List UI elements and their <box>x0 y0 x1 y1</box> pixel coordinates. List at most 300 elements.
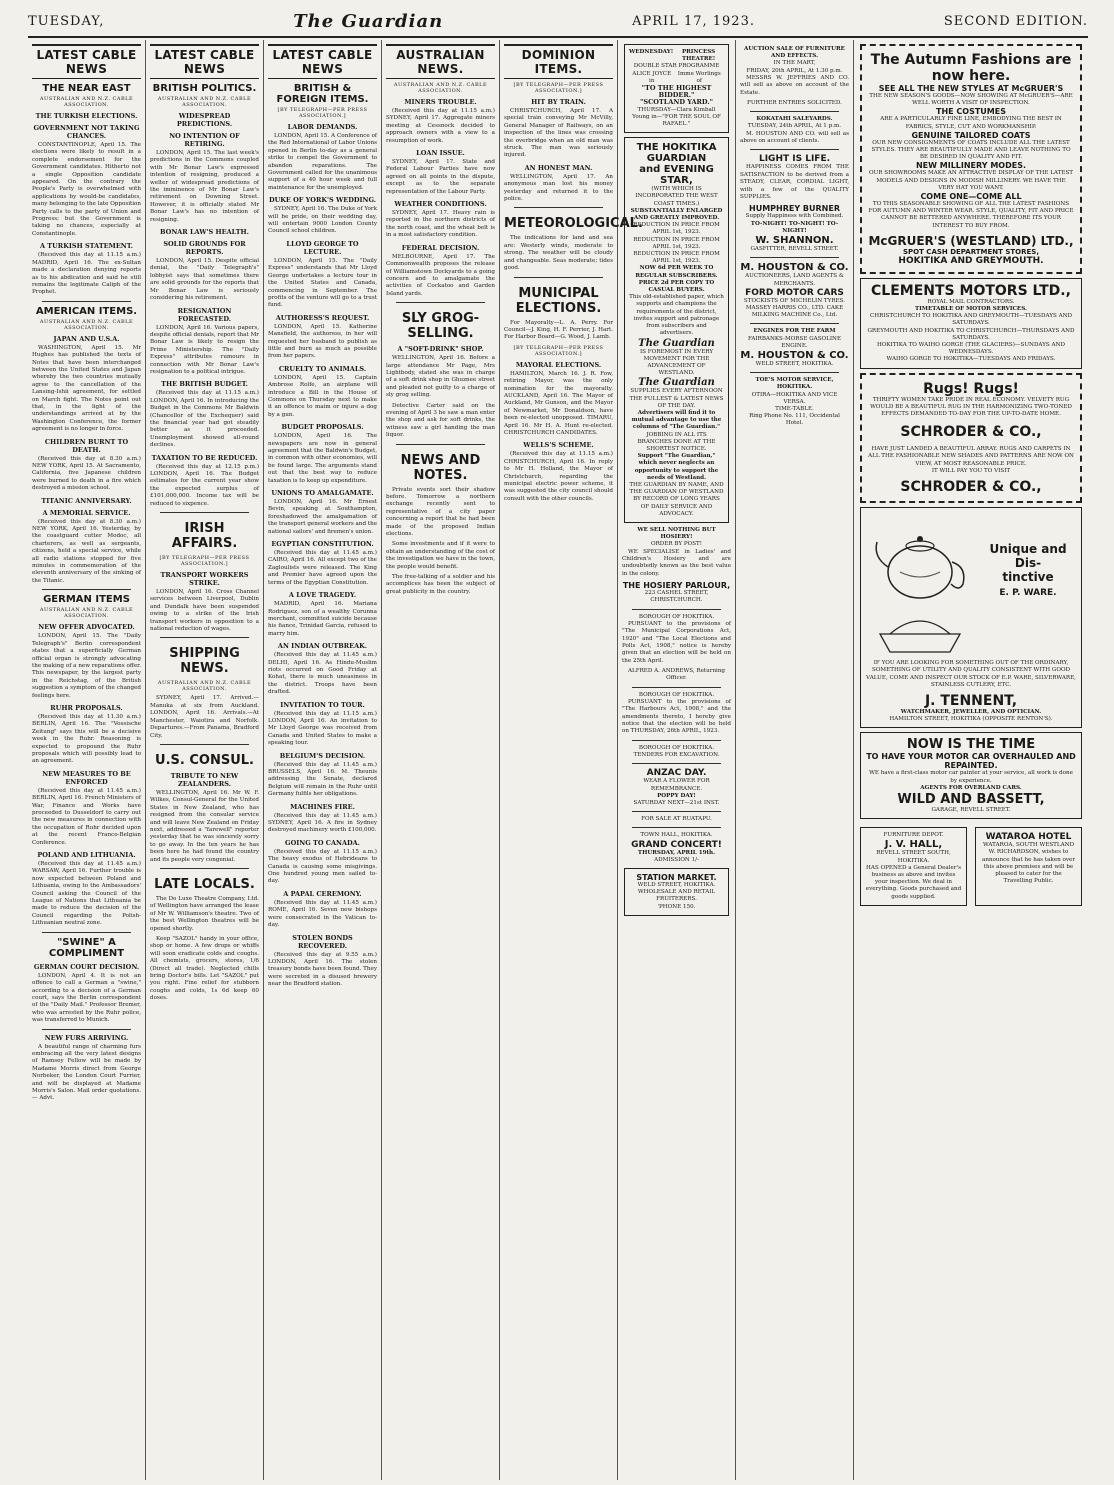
hosiery-sub: ORDER BY POST! <box>651 541 702 548</box>
autumn-body: THE NEW SEASON'S GOODS—NOW SHOWING AT McGRUER'S—ARE WELL WORTH A VISIT OF INSPECTION. <box>869 93 1073 107</box>
divider <box>632 827 721 828</box>
record-note: THE GUARDIAN BY NAME, AND THE GUARDIAN OF WESTLAND BY RECORD OF LONG YEARS OF DAILY SERVICE AND ADVOCACY. <box>629 481 724 517</box>
source-line: AUSTRALIAN AND N.Z. CABLE ASSOCIATION. <box>39 318 134 331</box>
advertiser-note: Advertisers will find it to mutual advantage to use the columns of "The Guardian." <box>631 409 722 431</box>
article-heading: TITANIC ANNIVERSARY. <box>41 496 132 505</box>
article-heading: MACHINES FIRE. <box>290 802 355 811</box>
article-body: (Received this day at 11.45 a.m.) BERLIN, April 16. French Ministers of War, Finance and Works have proceeded to Dusseldorf to carry out the new measures in connection with the occupation of Ruhr decided upon at the recent Franco-Belgian Conference. <box>32 787 141 846</box>
rugs-body: THRIFTY WOMEN TAKE PRIDE IN REAL ECONOMY. VELVETY RUG WOULD BE A BEAUTIFUL RUG IN THE HARMONIZING TWO-TONED EFFECTS DEMANDED TO-DAY FOR THE UP-TO-DATE HOME. <box>870 396 1072 418</box>
divider <box>42 589 131 590</box>
parlour-name: THE HOSIERY PARLOUR, <box>622 581 731 591</box>
divider <box>514 277 603 278</box>
article-body: LONDON, April 15. Captain Ambrose Rolfe, an airplane will introduce a Bill in the House of Commons on Thursday next to make it an offence to maim or injure a dog by a gun. <box>268 374 377 418</box>
article-heading: LOAN ISSUE. <box>416 149 465 158</box>
article-heading: STOLEN BONDS RECOVERED. <box>292 933 353 950</box>
notice-body: PURSUANT to the provisions of "The Municipal Corporations Act, 1920" and "The Local Elections and Polls Act, 1908," notice is hereby given that an election will be held on the 25th April. <box>622 620 731 664</box>
section-heading: IRISH AFFAIRS. <box>171 521 238 552</box>
article-body: LONDON, April 16. Cross Channel services between Liverpool, Dublin and Dundalk have been suspended owing to a strike of the Irish transport workers in opposition to a national reduction of wages. <box>150 589 259 633</box>
ware-ad <box>860 507 1082 728</box>
article-body: (Received this day at 11.45 a.m.) BRUSSELS, April 16. M. Theunis addressing the Senate, declared Belgium will remain in the Ruhr until Germany fulfils her obligations. <box>268 761 377 798</box>
auction-date: FRIDAY, 20th APRIL, At 1.30 p.m. <box>746 67 843 74</box>
article-heading: A PAPAL CEREMONY. <box>283 889 362 898</box>
column-8 <box>854 40 1088 1480</box>
section-heading: SLY GROG-SELLING. <box>401 311 480 342</box>
source-line: [BY TELEGRAPH—PER PRESS ASSOCIATION.] <box>159 555 250 568</box>
article-body: HAMILTON, March 16. J. R. Fow, retiring Mayor, was the only nomination for the mayoralty. AUCKLAND, April 16. The Mayor of Auckland, Mr Gunson, and the Mayor of Newmarket, Mr Donaldson, have been re-elected unopposed. TIMARU, April 16. Mr H. A. Hunt re-elected. CHRISTCHURCH CANDIDATES. <box>504 370 613 436</box>
tennent-address: HAMILTON STREET, HOKITIKA (OPPOSITE RENTON'S). <box>889 716 1053 723</box>
article-body: (Received this day at 9.55 a.m.) LONDON, April 16. The stolen treasury bonds have been found. They were secreted in a disused brewery near the Bradford station. <box>268 951 377 988</box>
rugs-body-2: HAVE JUST LANDED A BEAUTIFUL ARRAY. RUGS AND CARPETS IN ALL THE FASHIONABLE NEW SHADES AND PATTERNS ARE NOW ON VIEW, AT MOST REASONABLE PRICE. <box>868 446 1074 467</box>
concert-date: THURSDAY, APRIL 19th. <box>637 849 716 856</box>
article-body: SYDNEY, April 17. State and Federal Labour Parties have now agreed on all points in the dispute, except as to the separate representation of the Labour Party. <box>386 159 495 195</box>
article-body: LONDON, April 15. The last week's predictions in the Commons coupled with Mr Bonar Law's expressed intention of resigning, produced a welter of widespread predictions of the imminence of Mr Bonar Law's retirement on Downing Street. However, it is officially stated Mr Bonar Law's has no intention of resigning. <box>150 150 259 223</box>
forsale-heading: FOR SALE AT RUATAPU. <box>641 816 712 823</box>
source-line: AUSTRALIAN AND N.Z. CABLE ASSOCIATION. <box>157 680 252 693</box>
article-heading: A LOVE TRAGEDY. <box>288 591 357 600</box>
mcgruers-ad <box>860 44 1082 274</box>
article-body: MADRID, April 16. Mariana Rodriguez, son of a wealthy Corunna merchant, committed suicide because his fiance, Trinidad Garcia, refused to marry him. <box>268 601 377 637</box>
article-heading: DUKE OF YORK'S WEDDING. <box>268 196 377 205</box>
star-one: ALICE JOYCE in <box>632 70 672 84</box>
section-heading: U.S. CONSUL. <box>155 752 254 768</box>
article-body: LONDON, April 15. A Conference of the Red International of Labor Unions opened in Berlin to-day as a general strike to compel the Government to abandon reparations. The Government called for the unanimous support of a 40 hour week and full maintenance for the unemployed. <box>268 133 377 191</box>
thursday-programme: THURSDAY—Clara Kimball Young in—"FOR THE SOUL OF RAFAEL." <box>632 106 721 128</box>
divider <box>632 763 721 764</box>
section-heading: NEWS AND NOTES. <box>400 452 481 483</box>
article-heading: MINERS TROUBLE. <box>404 98 477 106</box>
article-body: (Received this day at 11.15 a.m.) MADRID, April 16. The ex-Sultan made a declaration denying reports as to his abdication and said he still remains the legitimate Caliph of the Prophet. <box>32 252 141 296</box>
column-heading: AUSTRALIAN NEWS. <box>386 44 495 79</box>
autumn-heading-2: now here. <box>931 68 1011 84</box>
houston-address: WELD STREET, HOKITIKA. <box>755 360 834 367</box>
article-heading: WIDESPREAD PREDICTIONS. <box>176 112 233 128</box>
column-7 <box>736 40 854 1480</box>
article-body: WELLINGTON, April 16. Mr W. F. Wilkes, Consul-General for the United States in New Zealand, who has resigned from the consular service and will leave New Zealand on Friday next, addressed a "farewell" reporter yesterday that he was sincerely sorry to go away. In the ten years he has been here he had found the country and its people very congenial. <box>150 789 259 863</box>
timetable-label: TIME-TABLE. <box>775 405 814 412</box>
article-body: LONDON, April 4. It is not an offence to call a German a "swine," according to a decision of a German court, says the Berlin correspondent of the "Daily Mail." Professor Bremer, who was arrested by the Ruhr police, was transferred to Munich. <box>32 972 141 1024</box>
article-subheading: GOVERNMENT NOT TAKING CHANCES. <box>33 124 140 140</box>
section-heading: LATE LOCALS. <box>154 876 255 892</box>
divider <box>160 868 249 869</box>
tenders-heading: TENDERS FOR EXCAVATION. <box>633 752 720 759</box>
article-body: (Received this day at 11.45 a.m.) CAIRO, April 16. All except two of the Zagloulists were released. The King and Premier have agreed upon the terms of the Egyptian Constitution. <box>268 550 377 586</box>
article-body: (Received this day at 11.15 a.m.) LONDON, April 16. An invitation to Mr Lloyd George was received from Canada and United States to make a speaking tour. <box>268 710 377 747</box>
column-heading: LATEST CABLE NEWS <box>150 44 259 79</box>
concert-heading: GRAND CONCERT! <box>631 839 722 850</box>
tennent-name: J. TENNENT, <box>924 692 1018 709</box>
station-ad <box>624 868 729 916</box>
column-5 <box>500 40 643 1480</box>
article-heading: NEW MEASURES TO BE ENFORCED <box>42 769 131 786</box>
article-heading: BONAR LAW'S HEALTH. <box>160 228 249 237</box>
tennent-sub: WATCHMAKER, JEWELLER, AND OPTICIAN. <box>900 708 1042 715</box>
saleyards-heading: KOKATAHI SALEYARDS. <box>756 116 833 123</box>
article-heading: BUDGET PROPOSALS. <box>281 423 364 432</box>
article-heading: THE BRITISH BUDGET. <box>161 380 248 389</box>
wild-name: WILD AND BASSETT, <box>897 791 1045 807</box>
ware-body: IF YOU ARE LOOKING FOR SOMETHING OUT OF THE ORDINARY, SOMETHING OF UTILITY AND QUALITY CONSISTENT WITH GOOD VALUE, COME AND INSPECT OUR STOCK OF E.P. WARE, SILVERWARE, STAINLESS CUTLERY, ETC. <box>866 660 1076 688</box>
agents-line: AGENTS FOR OVERLAND CARS. <box>920 784 1022 791</box>
article-heading: WELLS'S SCHEME. <box>523 441 594 450</box>
schroder-ad <box>860 373 1082 503</box>
phone-line: Ring Phone No. 111, Occidental Hotel. <box>749 413 840 427</box>
paper-name-2: and EVENING STAR, <box>639 164 714 187</box>
article-body: CONSTANTINOPLE, April 15. The elections were likely to result in a complete endorsement for the Government candidates. Hitherto not a single Opposition candidate appeared. On the contrary the People's Party is overwhelmed with applications by would-be candidates, many belonging to the late Opposition Party calls to the party of Union and Progress; but the Government is taking no chances, especially at Constantinople. <box>32 142 141 237</box>
ware-name: E. P. WARE. <box>999 588 1057 599</box>
article-body: (Received this day at 8.30 a.m.) NEW YORK, April 16. Yesterday, by the coastguard cutter Modoc, all charterers, as well as sergeants, citizens, held a special service, while all radio stations stopped for five minutes in commemoration of the eleventh anniversary of the sinking of the Titanic. <box>32 518 141 584</box>
engine-name: FAIRBANKS-MORSE GASOLINE ENGINE. <box>747 335 842 349</box>
route-line: WAIHO GORGE TO HOKITIKA—TUESDAYS AND FRIDAYS. <box>886 356 1056 363</box>
article-body: The free-talking of a soldier and his accomplices has been the subject of great publicity in the country. <box>386 574 495 595</box>
section-heading: BRITISH POLITICS. <box>152 83 257 94</box>
article-heading: GOING TO CANADA. <box>285 838 360 847</box>
auction-body: MESSRS W. JEFFRIES AND CO. will sell as above on account of the Estate. <box>740 74 849 96</box>
article-heading: CHILDREN BURNT TO DEATH. <box>44 437 129 454</box>
millinery-body: OUR SHOWROOMS MAKE AN ATTRACTIVE DISPLAY OF THE LATEST MODELS AND DESIGNS IN MODISH MILLINERY. WE HAVE THE VERY HAT YOU WANT. <box>868 170 1074 191</box>
article-body: SYDNEY, April 17. Arrived.—Manuka at six from Auckland. LONDON, April 16. Arrivals.—At Manchester, Waiotira and Norfolk. Departures.—From Panama, Bradford City. <box>150 695 259 739</box>
coats-heading: GENUINE TAILORED COATS <box>911 130 1031 140</box>
auction-heading: AUCTION SALE OF FURNITURE AND EFFECTS. <box>744 46 845 60</box>
article-heading: LABOR DEMANDS. <box>287 123 358 131</box>
article-heading: TRANSPORT WORKERS STRIKE. <box>160 571 249 588</box>
station-name: STATION MARKET. <box>636 872 717 882</box>
anzac-sub: WEAR A FLOWER FOR REMEMBRANCE. <box>643 778 710 792</box>
article-heading: JAPAN AND U.S.A. <box>53 334 120 343</box>
mcgruer-name: McGRUER'S (WESTLAND) LTD., <box>868 233 1074 248</box>
divider <box>160 512 249 513</box>
article-heading: A "SOFT-DRINK" SHOP. <box>397 345 484 354</box>
article-body: Keep "SAZOL" handy in your office, shop or home. A few drops or whiffs will soon eradicate colds and coughs. All chemists, grocers, stores, 1/6 (Direct all trade). Neglected chills bring Doctor's bills. Let "SAZOL" put you right. Fine relief for stubborn coughs and colds, 1s 6d keep 60 doses. <box>150 936 259 1002</box>
route-line: GREYMOUTH AND HOKITIKA TO CHRISTCHURCH—THURSDAYS AND SATURDAYS. <box>867 327 1075 341</box>
column-2 <box>146 40 264 1480</box>
unique-heading-2: tinctive <box>1002 570 1054 585</box>
auction-place: IN THE MART, <box>773 60 816 67</box>
article-body: LONDON, April 16. Various papers, despite official denials, report that Mr Bonar Law is likely to resign the Prime Ministership. The "Daily Express" attributes rumours in connection with Mr Bonar Law's resignation to a political intrigue. <box>150 324 259 375</box>
wataroa-sub: WATAROA, SOUTH WESTLAND <box>982 842 1075 849</box>
article-body: LONDON, April 15. Despite official denial, the "Daily Telegraph's" lobbyist says that sometimes there are solid grounds for the reports that Mr Bonar Law is seriously considering his retirement. <box>150 258 259 302</box>
nowtime-heading: NOW IS THE TIME <box>906 737 1036 753</box>
borough-heading: BOROUGH OF HOKITIKA. <box>638 691 715 698</box>
article-heading: WEATHER CONDITIONS. <box>394 200 487 209</box>
shannon-name: W. SHANNON. <box>755 235 834 247</box>
hall-body: HAS OPENED a General Dealer's business as above and invites your inspection. We deal in everything. Goods purchased and goods supplied. <box>865 864 962 900</box>
houston-name-2: M. HOUSTON & CO. <box>740 349 849 361</box>
article-body: (Received this day at 11.30 a.m.) BERLIN, April 16. The "Vossische Zeitung" says this will be a decisive week in the Ruhr. Reasoning is expected to propound the Ruhr proposals which will possibly lead to an agreement. <box>32 713 141 765</box>
programme-label: DOUBLE STAR PROGRAMME <box>633 63 720 70</box>
divider <box>42 1029 131 1030</box>
article-body: (Received this day at 11.15 a.m.) The heavy exodus of Hebrideans to Canada is causing some misgivings. One hundred young men sailed to-day. <box>268 848 377 885</box>
masthead <box>28 6 1088 38</box>
article-heading: FEDERAL DECISION. <box>401 243 480 252</box>
article-body: A beautiful range of charming furs embracing all the very latest designs of Ramsey Fellow will be made by Madame Morris direct from George Norbeker, the London Court Furrier, and will be displayed at Madame Morris's Salon. Mail order quotations. — Advt. <box>32 1043 141 1102</box>
divider <box>160 744 249 745</box>
article-heading: RESIGNATION FORECASTED. <box>177 306 232 323</box>
route-line: OTIRA—HOKITIKA AND VICE VERSA. <box>751 391 838 405</box>
article-body: The Do Luxe Theatre Company, Ltd. of Wellington have arranged the lease of Mr W. Williamson's theatre. Two of the best Wellington theatres will be opened shortly. <box>150 895 259 932</box>
article-subheading: NO INTENTION OF RETIRING. <box>169 132 240 148</box>
divider <box>750 257 839 258</box>
guardian-claim: IS FOREMOST IN EVERY MOVEMENT FOR THE ADVANCEMENT OF WESTLAND. <box>639 348 714 377</box>
column-heading: DOMINION ITEMS. <box>504 44 613 79</box>
section-heading: MUNICIPAL ELECTIONS. <box>515 285 602 316</box>
reduction-line: REDUCTION IN PRICE FROM APRIL 1st, 1923. <box>633 236 720 250</box>
paper-name: THE HOKITIKA GUARDIAN <box>636 142 717 165</box>
rugs-body-3: IT WILL PAY YOU TO VISIT <box>931 467 1011 474</box>
source-line: [BY TELEGRAPH—PER PRESS ASSOCIATION.] <box>513 82 604 94</box>
article-heading: HIT BY TRAIN. <box>531 98 586 106</box>
section-heading: AMERICAN ITEMS. <box>35 305 138 317</box>
article-heading: CRUELTY TO ANIMALS. <box>278 364 367 373</box>
wataroa-name: WATAROA HOTEL <box>985 832 1072 843</box>
route-line: CHRISTCHURCH TO HOKITIKA AND GREYMOUTH—TUESDAYS AND SATURDAYS. <box>869 313 1073 327</box>
incorporation-note: (WITH WHICH IS INCORPORATED THE WEST COAST TIMES.) <box>635 186 718 207</box>
divider <box>750 149 839 150</box>
article-heading: TRIBUTE TO NEW ZEALANDERS. <box>170 771 239 788</box>
divider <box>42 932 131 933</box>
article-heading: AN INDIAN OUTBREAK. <box>277 642 368 651</box>
article-subheading: A MEMORIAL SERVICE. <box>42 508 131 517</box>
article-heading: UNIONS TO AMALGAMATE. <box>271 489 374 498</box>
price-note: NOW 6d PER WEEK TO REGULAR SUBSCRIBERS. PRICE 2d PER COPY TO CASUAL BUYERS. <box>635 265 718 294</box>
masthead-edition: SECOND EDITION. <box>943 13 1088 29</box>
article-heading: A TURKISH STATEMENT. <box>39 242 133 251</box>
section-heading: "SWINE" A COMPLIMENT <box>48 936 125 959</box>
route-line: HOKITIKA TO WAIHO GORGE (THE GLACIERS)—SUNDAYS AND WEDNESDAYS. <box>877 342 1065 356</box>
hosiery-body: WE SPECIALISE in Ladies' and Children's Hosiery and are undoubtedly known as the best value in the colony. <box>622 548 731 577</box>
mcgruer-towns: HOKITIKA AND GREYMOUTH. <box>898 255 1044 266</box>
autumn-heading: The Autumn Fashions are <box>870 52 1072 68</box>
divider <box>750 323 839 324</box>
divider <box>42 301 131 302</box>
notice-signer: ALFRED A. ANDREWS, Returning Officer. <box>627 668 726 682</box>
townhall: TOWN HALL, HOKITIKA. <box>640 832 713 839</box>
schroder-name-2: SCHRODER & CO., <box>900 479 1042 496</box>
station-phone: 'PHONE 150. <box>657 903 696 910</box>
masthead-date: APRIL 17, 1923. <box>632 13 755 29</box>
station-address: WELD STREET, HOKITIKA. <box>637 881 716 888</box>
article-body: LONDON, April 15. The "Daily Telegraph's" Berlin correspondent states that a superficially German official organ is strongly advocating the making of a new reparations offer. This newspaper, by the largest party in the Reichstag, of the British suggestion a symptom of the changed feelings here. <box>32 633 141 699</box>
reduction-line: REDUCTION IN PRICE FROM APRIL 1st, 1923. <box>633 222 720 236</box>
column-heading: LATEST CABLE NEWS <box>32 44 141 79</box>
article-body: (Received this day at 11.15 a.m.) CHRISTCHURCH, April 16. In reply to Mr H. Holland, the Mayor of Christchurch, regarding the municipal electric power scheme, it was suggested the city council should consult with the other councils. <box>504 451 613 502</box>
divider <box>632 811 721 812</box>
comeone-heading: COME ONE—COME ALL <box>920 192 1022 202</box>
saleyards-date: TUESDAY, 24th APRIL, At 1 p.m. <box>747 123 842 130</box>
article-body: (Received this day at 12.15 p.m.) LONDON, April 16. The Budget estimates for the current year show the expected surplus of £101,000,000. Income tax will be reduced to sixpence. <box>150 463 259 507</box>
column-6 <box>618 40 736 1480</box>
section-heading: SHIPPING NEWS. <box>169 646 240 677</box>
wataroa-ad <box>975 827 1082 906</box>
article-body: (Received this day at 11.45 a.m.) WARSAW, April 16. Further trouble is now expected between Poland and Lithuania, owing to the Ambassadors' Council asking the Council of the League of Nations that Lithuania be made to reduce the decision of the Council regarding the Polish-Lithuanian neutral zone. <box>32 861 141 927</box>
support-note: Support "The Guardian," which never neglects an opportunity to support the needs of Westland. <box>634 453 719 481</box>
article-body: Some investments and if it were to obtain an understanding of the cost of the investigation we have in the town, the people would benefit. <box>386 541 495 570</box>
column-1 <box>28 40 146 1480</box>
article-heading: NEW FURS ARRIVING. <box>44 1033 129 1042</box>
tonight-line: TO-NIGHT! TO-NIGHT! TO-NIGHT! <box>750 220 839 234</box>
guardian-claim: SUPPLIES EVERY AFTERNOON THE FULLEST & LATEST NEWS OF THE DAY. <box>629 388 724 409</box>
article-heading: BELGIUM'S DECISION. <box>279 751 366 760</box>
article-body: SYDNEY, April 16. The Duke of York will be pride, on their wedding day, will entertain 9000 London County Council school children. <box>268 206 377 235</box>
source-line: AUSTRALIAN AND N.Z. CABLE ASSOCIATION. <box>39 96 134 108</box>
article-heading: POLAND AND LITHUANIA. <box>37 851 136 860</box>
section-heading: GERMAN ITEMS <box>43 594 130 606</box>
poppy-day: POPPY DAY! <box>657 792 696 799</box>
basket-icon <box>865 612 975 656</box>
article-body: CHRISTCHURCH, April 17. A special train conveying Mr McVilly, General Manager of Railways, on an inspection of the lines was crossing the overbridge when an old man was struck. The man was seriously injured. <box>504 108 613 159</box>
coats-body: OUR NEW CONSIGNMENTS OF COATS INCLUDE ALL THE LATEST STYLES. THEY ARE BEAUTIFULLY MADE AND LEAVE NOTHING TO BE DESIRED IN QUALITY AND FIT. <box>871 139 1071 161</box>
overhaul-body: WE have a first-class motor car painter at your service, all work is done by experience. <box>869 770 1073 784</box>
saleyards-body: M. HOUSTON AND CO. will sell as above on account of clients. <box>740 130 849 145</box>
hall-ad <box>860 827 967 906</box>
houston-name: M. HOUSTON & CO. <box>740 262 849 274</box>
divider <box>160 637 249 638</box>
clements-timetable: TIMETABLE OF MOTOR SERVICES. <box>914 306 1027 313</box>
motor-service: TOE'S MOTOR SERVICE, HOKITIKA. <box>755 377 834 391</box>
divider <box>750 111 839 112</box>
article-body: Private events sort their shadow before. Tomorrow a northern exchange recently sent to representative of a city paper concerning a report that he had been made of the proposed Indian elections. <box>386 486 495 538</box>
masthead-title: The Guardian <box>293 10 444 32</box>
divider <box>396 444 485 445</box>
source-line: AUSTRALIAN AND N.Z. CABLE ASSOCIATION. <box>39 607 134 620</box>
article-body: (Received this day at 11.15 a.m.) SYDNEY, April 17. Aggregate miners meeting at Cessnock decided to approach owners with a view to a resumption of work. <box>386 108 495 144</box>
furniture-label: FURNITURE DEPOT. <box>883 832 944 839</box>
article-heading: THE TURKISH ELECTIONS. <box>35 112 138 120</box>
anzac-date: SATURDAY NEXT—21st INST. <box>633 799 720 806</box>
film-two: "SCOTLAND YARD." <box>640 98 713 107</box>
millinery-heading: NEW MILLINERY MODES. <box>915 161 1026 171</box>
column-heading: LATEST CABLE NEWS <box>268 44 377 79</box>
guardian-logo: The Guardian <box>638 377 715 389</box>
article-body: LONDON, April 16. Mr Ernest Bevin, speaking at Southampton, foreshadowed the amalgamation of the transport general workers and the national sailors' and firemen's union. <box>268 499 378 535</box>
wataroa-body: W. RICHARDSON, wishes to announce that he has taken over this above premises and will be pleased to cater for the Travelling Public. <box>982 849 1075 885</box>
article-body: (Received this day at 11.45 a.m.) DELHI, April 16. As Hindu-Muslim riots occurred on Good Friday at Kohat, there is much uneasiness in the district. Troops have been drafted. <box>268 652 377 696</box>
film-one: "TO THE HIGHEST BIDDER." <box>641 84 712 100</box>
autumn-sub: SEE ALL THE NEW STYLES AT McGRUER'S <box>878 84 1064 93</box>
clements-ad <box>860 278 1082 369</box>
burner-tagline: Supply Happiness with Combined. <box>745 213 844 220</box>
mcgruer-stores: SPOT CASH DEPARTMENT STORES, <box>902 247 1040 256</box>
guardian-logo: The Guardian <box>638 337 715 349</box>
article-heading: TAXATION TO BE REDUCED. <box>151 453 258 462</box>
article-body: Detective Carter said on the evening of April 3 he saw a man enter the shop and ask for soft drinks, the witness saw a girl handing the man liquor. <box>386 402 495 439</box>
comeone-body: TO THIS SEASONABLE SHOWING OF ALL THE LATEST FASHIONS FOR AUTUMN AND WINTER WEAR. STYLE, QUALITY, FIT AND PRICE CANNOT BE BETTERED ANYWHERE. THEREFORE ITS YOUR INTEREST TO BUY FROM. <box>868 201 1074 229</box>
article-heading: INVITATION TO TOUR. <box>280 700 365 709</box>
theatre-name: PRINCESS THEATRE! <box>681 49 716 63</box>
article-body: For Mayoralty—L. A. Perry. For Council—J. King, H. F. Perrier, J. Hart. For Harbor Board—G. Wood, J. Lamb. <box>504 319 613 341</box>
light-body: HAPPINESS COMES FROM THE SATISFACTION to be derived from a STEADY, CLEAR, CORDIAL LIGHT, with a few of the QUALITY SUPPLIES. <box>740 164 849 201</box>
borough-heading: BOROUGH OF HOKITIKA. <box>638 744 715 751</box>
article-subheading: GERMAN COURT DECISION. <box>33 962 140 971</box>
burner-name: HUMPHREY BURNER <box>749 204 840 214</box>
theatre-day: WEDNESDAY! <box>629 49 674 55</box>
rugs-heading: Rugs! Rugs! <box>923 380 1019 397</box>
costumes-body: ARE A PARTICULARLY FINE LINE, EMBODYING THE BEST IN FABRICS, STYLE, CUT AND WORKMANSHIP. <box>880 116 1062 130</box>
article-body: The indications for land and sea are: Westerly winds, moderate to strong. The weather will be cloudy and changeable. Seas moderate; tides good. <box>504 235 613 272</box>
enlarged-note: SUBSTANTIALLY ENLARGED AND GREATLY IMPROVED. <box>630 207 723 222</box>
article-body: WELLINGTON, April 16. Before a large attendance Mr Page, Mrs Lightbody, stated she was in charge of a soft drink shop in Ghuznee street and pleaded not guilty to a charge of sly grog selling. <box>386 355 495 399</box>
article-heading: NEW OFFER ADVOCATED. <box>38 623 135 632</box>
farm-heading: ENGINES FOR THE FARM <box>753 328 836 335</box>
article-body: (Received this day at 11.15 a.m.) LONDON, April 16. In introducing the Budget in the Commons Mr Baldwin (Chancellor of the Exchequer) said the financial year had got steadily better as it proceeded. Unemployment showed all-round declines. <box>150 390 259 449</box>
article-body: (Received this day at 11.45 a.m.) SYDNEY, April 16. A fire in Sydney destroyed machinery worth £100,000. <box>268 812 377 834</box>
article-body: LONDON, April 15. Katherine Mansfield, the authoress, in her will requested her husband to publish as little and burn as much as possible from her papers. <box>268 323 377 360</box>
source-line: AUSTRALIAN AND N.Z. CABLE ASSOCIATION. <box>393 82 488 94</box>
notice-body: PURSUANT to the provisions of "The Harbours Act, 1908," and the amendments thereto, I hereby give notice that the election will be held on THURSDAY, 26th APRIL, 1923. <box>622 698 731 735</box>
article-body: (Received this day at 11.45 a.m.) ROME, April 16. Seven new bishops were consecrated in the Vatican to-day. <box>268 899 377 929</box>
article-heading: RUHR PROPOSALS. <box>50 703 123 712</box>
further-entries: FURTHER ENTRIES SOLICITED. <box>747 100 842 107</box>
jobbing-note: JOBBING IN ALL ITS BRANCHES DONE AT THE SHORTEST NOTICE. <box>637 431 716 452</box>
hosiery-heading: WE SELL NOTHING BUT HOSIERY! <box>637 526 716 541</box>
guardian-intro: This old-established paper, which supports and champions the requirements of the district, invites support and patronage from subscribers and advertisers. <box>629 294 724 337</box>
unique-heading: Unique and Dis- <box>989 542 1067 571</box>
overhaul-heading: TO HAVE YOUR MOTOR CAR OVERHAULED AND REPAINTED. <box>866 752 1076 771</box>
section-heading: BRITISH & FOREIGN ITEMS. <box>276 83 369 105</box>
ford-ad: FORD MOTOR CARS <box>745 287 844 298</box>
stockists-line: STOCKISTS OF MICHELIN TYRES. <box>743 297 846 304</box>
article-body: (Received this day at 8.30 a.m.) NEW YORK, April 15. At Sacramento, California, five Japanese children were burned to death in a fire which destroyed a mission school. <box>32 455 141 492</box>
article-heading: AN HONEST MAN. <box>524 163 593 172</box>
divider <box>750 372 839 373</box>
section-heading: METEOROLOGICAL. <box>504 216 643 232</box>
article-subheading: SOLID GROUNDS FOR REPORTS. <box>163 240 246 257</box>
divider <box>632 740 721 741</box>
wild-address: GARAGE, REVELL STREET. <box>931 806 1011 813</box>
stockists-line-2: MASSEY HARRIS CO., LTD. CAKE MILKING MACHINE Co., Ltd. <box>745 304 844 319</box>
article-body: LONDON, April 15. The "Daily Express" understands that Mr Lloyd George undertakes a lecture tour in the United States and Canada, commencing in September. The profits of the venture will go to a trust fund. <box>268 257 377 309</box>
light-heading: LIGHT IS LIFE. <box>758 154 831 165</box>
article-heading: AUTHORESS'S REQUEST. <box>275 313 370 322</box>
reduction-line: REDUCTION IN PRICE FROM APRIL 1st, 1923. <box>633 251 720 265</box>
clements-royal: ROYAL MAIL CONTRACTORS. <box>927 298 1015 305</box>
concert-admission: ADMISSION 1/- <box>654 856 699 863</box>
article-body: WELLINGTON, April 17. An anonymous man lost his money yesterday and returned it to the police. <box>504 173 613 203</box>
clements-name: CLEMENTS MOTORS LTD., <box>871 282 1071 299</box>
section-heading: THE NEAR EAST <box>42 83 131 94</box>
anzac-heading: ANZAC DAY. <box>646 768 707 779</box>
article-body: LONDON, April 16. The newspapers are now in general agreement that the Baldwin's Budget, in common with other economies, will be found large. The arguments stand out that the best way to reduce taxation is to keep up expenditure. <box>268 433 377 484</box>
divider <box>514 207 603 208</box>
parlour-address: 223 CASHEL STREET, CHRISTCHURCH. <box>644 590 709 604</box>
article-heading: EGYPTIAN CONSTITUTION. <box>271 540 374 549</box>
star-two: Imme Worlings of <box>677 70 721 84</box>
costumes-heading: THE COSTUMES <box>936 107 1006 117</box>
theatre-ad <box>624 44 729 133</box>
source-line: [BY TELEGRAPH—PER PRESS ASSOCIATION.] <box>277 107 368 119</box>
divider <box>396 302 485 303</box>
column-3 <box>264 40 382 1480</box>
column-4 <box>382 40 500 1480</box>
article-body: WASHINGTON, April 15. Mr Hughes has published the texts of Notes that have been interchanged between the United States and Japan whereby the two countries mutually agree to the cancellation of the Lansing-Ishii agreement, for settled on March fight. The Notes point out that, in the light of the understandings arrived at by the Washington Conference, the former agreement is no longer in force. <box>32 344 141 433</box>
article-body: MELBOURNE, April 17. The Commonwealth proposes the release of Williamstown Dockyards to a going concern and to amalgamate the activities of Cockatoo and Garden Island yards. <box>386 253 495 297</box>
guardian-ad <box>624 137 729 523</box>
article-heading: MAYORAL ELECTIONS. <box>515 360 602 369</box>
columns <box>28 40 1088 1480</box>
bottom-ads <box>858 823 1084 910</box>
schroder-name: SCHRODER & CO., <box>900 424 1042 441</box>
houston-sub: AUCTIONEERS, LAND AGENTS & MERCHANTS. <box>745 273 844 287</box>
hall-name: J. V. HALL, <box>884 839 943 851</box>
source-line: [BY TELEGRAPH—PER PRESS ASSOCIATION.] <box>513 344 604 357</box>
hall-address: REVELL STREET SOUTH, HOKITIKA. <box>876 850 951 864</box>
divider <box>632 687 721 688</box>
borough-heading: BOROUGH OF HOKITIKA. <box>638 613 715 620</box>
source-line: AUSTRALIAN AND N.Z. CABLE ASSOCIATION. <box>157 96 252 108</box>
masthead-day: TUESDAY, <box>28 13 105 29</box>
station-trade: WHOLESALE AND RETAIL FRUITERERS. <box>637 889 716 903</box>
divider <box>632 609 721 610</box>
article-heading: LLOYD GEORGE TO LECTURE. <box>286 239 359 256</box>
